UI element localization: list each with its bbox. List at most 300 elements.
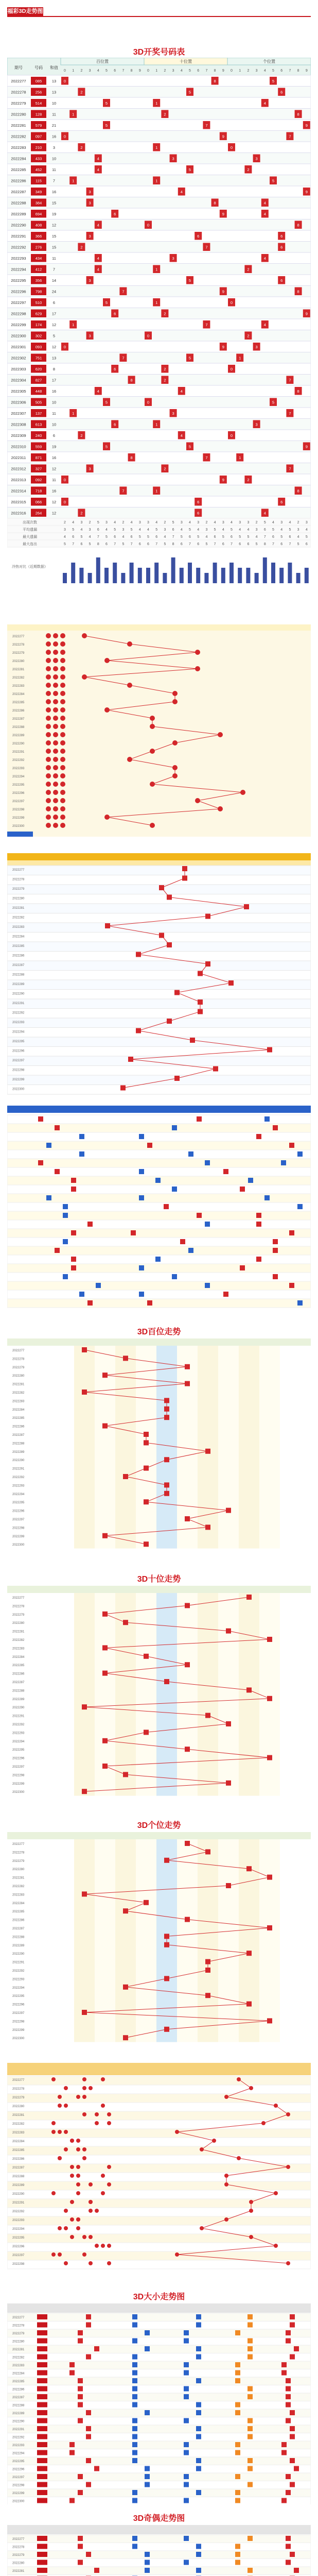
- dist-ball: [53, 641, 58, 647]
- table-issue: 2022292: [11, 245, 26, 250]
- table-number: 092: [35, 478, 42, 482]
- sum-issue: 2022285: [12, 945, 25, 948]
- block-marker: [256, 1222, 261, 1227]
- stat-value: 7: [272, 543, 274, 546]
- tens-marker: [102, 1764, 108, 1769]
- table-sum: 11: [52, 112, 56, 117]
- table-hit-digit: 7: [289, 378, 291, 383]
- bigsmall-marker: [132, 2490, 137, 2495]
- sum-issue: 2022291: [12, 1002, 25, 1005]
- sum-row: [7, 1028, 311, 1038]
- group-issue: 2022298: [12, 2263, 25, 2266]
- table-sum: 13: [51, 90, 57, 95]
- stat-value: 5: [305, 535, 308, 539]
- table-hit-digit: 6: [197, 500, 200, 504]
- stat-value: 5: [222, 535, 224, 539]
- section-title-bigsmall: 3D大小走势图: [133, 2293, 185, 2301]
- table-issue: 2022311: [11, 455, 26, 460]
- table-issue: 2022306: [11, 400, 26, 405]
- table-sum: 12: [51, 511, 57, 516]
- dist-ball: [46, 633, 51, 638]
- stat-value: 5: [263, 521, 266, 524]
- table-sum: 13: [51, 79, 57, 83]
- table-issue: 2022313: [11, 478, 26, 482]
- stat-value: 2: [122, 521, 125, 524]
- tens-issue: 2022300: [12, 1791, 25, 1794]
- freq-bar: [138, 568, 142, 583]
- draw-table: [7, 58, 311, 583]
- dist-ball: [46, 823, 51, 828]
- group-ball: [89, 2086, 93, 2090]
- table-number: 559: [35, 444, 42, 449]
- bigsmall-count-marker: [69, 2370, 75, 2376]
- table-number: 384: [35, 200, 42, 206]
- group-row: [7, 2094, 311, 2103]
- group-issue: 2022281: [12, 2114, 25, 2117]
- bigsmall-ratio-marker: [290, 2410, 295, 2415]
- bigsmall-ratio-marker: [281, 2442, 287, 2447]
- dist-header: [7, 624, 311, 631]
- group-point: [224, 2217, 228, 2222]
- block-row: [7, 1124, 311, 1132]
- bigsmall-issue: 2022289: [12, 2412, 25, 2415]
- page-tag: 福彩3D走势图: [7, 7, 43, 16]
- oddeven-count-marker: [86, 2552, 91, 2557]
- bigsmall-row: [7, 2313, 311, 2321]
- bigsmall-marker: [184, 2498, 189, 2503]
- group-point: [249, 2209, 253, 2213]
- stat-value: 5: [138, 535, 141, 539]
- stat-value: 6: [222, 543, 224, 546]
- units-marker: [267, 2018, 272, 2023]
- dist-ball: [53, 658, 58, 663]
- dist-ball: [53, 806, 58, 811]
- table-head-number: 号码: [34, 65, 43, 70]
- freq-bar: [146, 568, 150, 583]
- stat-value: 3: [164, 528, 166, 532]
- tens-issue: 2022292: [12, 1723, 25, 1726]
- hundreds-marker: [164, 1398, 169, 1403]
- table-hit-digit: 7: [289, 134, 291, 139]
- tens-issue: 2022282: [12, 1639, 25, 1642]
- table-hit-digit: 5: [105, 444, 108, 449]
- stat-value: 2: [205, 521, 208, 524]
- sum-issue: 2022290: [12, 992, 25, 996]
- bigsmall-marker: [132, 2450, 137, 2455]
- bigsmall-marker: [235, 2370, 240, 2376]
- bigsmall-number-bg: [37, 2378, 47, 2383]
- dist-ball: [60, 815, 65, 820]
- dist-ball: [53, 683, 58, 688]
- sum-row: [7, 894, 311, 904]
- table-hit-digit: 8: [297, 488, 299, 494]
- bigsmall-marker: [132, 2338, 137, 2344]
- table-number: 620: [35, 367, 42, 371]
- dist-point: [82, 674, 87, 680]
- stat-value: 3: [138, 521, 141, 524]
- table-hit-digit: 7: [205, 123, 208, 128]
- table-hit-digit: 1: [239, 455, 241, 460]
- group-ball: [89, 2261, 93, 2265]
- bigsmall-marker: [184, 2330, 189, 2335]
- bigsmall-marker: [184, 2442, 189, 2447]
- dist-issue: 2022300: [12, 825, 25, 828]
- block-marker: [264, 1116, 270, 1122]
- tens-marker: [185, 1662, 190, 1667]
- group-ball: [82, 2235, 86, 2239]
- bigsmall-ratio-marker: [286, 2394, 291, 2399]
- dist-ball: [60, 683, 65, 688]
- stat-value: 5: [297, 543, 299, 546]
- bigsmall-row: [7, 2497, 311, 2505]
- group-row: [7, 2234, 311, 2243]
- bigsmall-number-bg: [37, 2418, 47, 2424]
- dist-ball: [53, 716, 58, 721]
- bigsmall-marker: [196, 2378, 201, 2383]
- group-point: [286, 2112, 290, 2116]
- tens-marker: [246, 1595, 252, 1600]
- table-hit-digit: 5: [272, 79, 275, 83]
- group-ball: [101, 2191, 105, 2195]
- block-marker: [63, 1204, 68, 1209]
- table-number: 264: [35, 511, 42, 516]
- block-marker: [188, 1151, 193, 1157]
- block-marker: [297, 1204, 303, 1209]
- table-digit-label: 7: [205, 69, 208, 73]
- table-sum: 15: [51, 245, 57, 250]
- bigsmall-marker: [248, 2466, 253, 2471]
- dist-point: [150, 716, 155, 721]
- dist-ball: [46, 757, 51, 762]
- dist-point: [195, 798, 200, 803]
- units-issue: 2022282: [12, 1885, 25, 1888]
- stat-value: 3: [147, 521, 149, 524]
- table-hit-digit: 5: [272, 178, 275, 183]
- bigsmall-number-bg: [37, 2330, 47, 2335]
- dist-issue: 2022278: [12, 643, 25, 647]
- table-hit-digit: 2: [80, 433, 83, 438]
- sum-issue: 2022293: [12, 1021, 25, 1024]
- freq-bar: [180, 568, 184, 583]
- oddeven-count-marker: [78, 2536, 83, 2541]
- group-ball: [58, 2130, 62, 2134]
- stat-value: 5: [155, 528, 158, 532]
- group-ball: [64, 2086, 68, 2090]
- bigsmall-marker: [248, 2394, 253, 2399]
- stat-value: 6: [80, 543, 83, 546]
- table-issue: 2022310: [11, 444, 26, 449]
- sum-issue: 2022286: [12, 954, 25, 958]
- bigsmall-header: [7, 2303, 311, 2313]
- group-ball: [82, 2112, 86, 2116]
- block-marker: [223, 1169, 228, 1174]
- table-issue: 2022287: [11, 190, 26, 194]
- bigsmall-marker: [132, 2394, 137, 2399]
- hundreds-issue: 2022296: [12, 1510, 25, 1513]
- section-tens: [7, 1572, 311, 1809]
- table-digit-label: 0: [231, 69, 233, 73]
- group-ball: [82, 2095, 86, 2099]
- bigsmall-marker: [145, 2410, 150, 2415]
- dist-ball: [53, 798, 58, 803]
- table-group-label: 个位置: [263, 59, 275, 64]
- sum-row: [7, 1047, 311, 1057]
- table-sum: 12: [51, 500, 57, 504]
- tens-issue: 2022288: [12, 1689, 25, 1693]
- tens-issue: 2022299: [12, 1782, 25, 1786]
- freq-bar: [238, 568, 242, 583]
- table-issue: 2022277: [11, 79, 26, 83]
- table-hit-digit: 9: [222, 478, 224, 482]
- stat-value: 7: [97, 535, 99, 539]
- group-issue: 2022291: [12, 2201, 25, 2205]
- table-digit-label: 2: [80, 69, 83, 73]
- table-digit-label: 1: [155, 69, 158, 73]
- units-issue: 2022284: [12, 1902, 25, 1905]
- bigsmall-marker: [235, 2450, 240, 2455]
- dist-issue: 2022281: [12, 668, 25, 671]
- units-issue: 2022288: [12, 1936, 25, 1939]
- bigsmall-row: [7, 2385, 311, 2394]
- bigsmall-row: [7, 2449, 311, 2458]
- stat-value: 7: [231, 543, 233, 546]
- block-marker: [240, 1187, 245, 1192]
- section-title-hundreds: 3D百位走势: [137, 1328, 181, 1336]
- hundreds-marker: [205, 1449, 210, 1454]
- bigsmall-count-marker: [78, 2330, 83, 2335]
- table-digit-label: 8: [297, 69, 299, 73]
- freq-bar: [213, 563, 217, 583]
- bigsmall-count-marker: [69, 2362, 75, 2367]
- hundreds-marker: [185, 1381, 190, 1386]
- stat-value: 3: [180, 521, 183, 524]
- bigsmall-count-marker: [78, 2474, 83, 2479]
- table-hit-digit: 9: [222, 345, 224, 349]
- group-issue: 2022286: [12, 2158, 25, 2161]
- table-hit-digit: 0: [230, 433, 233, 438]
- group-ball: [107, 2165, 111, 2169]
- oddeven-marker: [184, 2560, 189, 2565]
- dist-point: [104, 815, 110, 820]
- dist-ball: [60, 732, 65, 737]
- table-hit-digit: 5: [188, 90, 191, 95]
- bigsmall-count-marker: [86, 2434, 91, 2439]
- table-hit-digit: 0: [147, 333, 150, 338]
- dist-issue: 2022290: [12, 742, 25, 745]
- table-sum: 10: [51, 400, 57, 405]
- group-point: [237, 2156, 241, 2160]
- block-marker: [289, 1143, 294, 1148]
- bigsmall-number-bg: [37, 2458, 47, 2463]
- bigsmall-row: [7, 2345, 311, 2353]
- tens-col: [218, 1593, 239, 1796]
- table-number: 452: [35, 167, 42, 172]
- units-col: [115, 1839, 136, 2042]
- tens-issue: 2022295: [12, 1749, 25, 1752]
- group-ball: [64, 2209, 68, 2213]
- bigsmall-count-marker: [78, 2418, 83, 2424]
- dist-point: [150, 724, 155, 729]
- table-digit-label: 6: [197, 69, 200, 73]
- stat-value: 5: [122, 543, 125, 546]
- block-marker: [289, 1283, 294, 1288]
- units-marker: [246, 2002, 252, 2007]
- tens-marker: [102, 1645, 108, 1650]
- dist-ball: [60, 740, 65, 745]
- group-issue: 2022293: [12, 2219, 25, 2222]
- group-point: [224, 2174, 228, 2178]
- stat-value: 5: [289, 528, 291, 532]
- block-row: [7, 1273, 311, 1281]
- stat-value: 3: [89, 528, 91, 532]
- dist-ball: [53, 674, 58, 680]
- block-marker: [205, 1283, 210, 1288]
- dist-ball: [46, 815, 51, 820]
- bigsmall-marker: [196, 2314, 201, 2319]
- dist-ball: [60, 782, 65, 787]
- stat-value: 3: [239, 521, 241, 524]
- units-marker: [205, 1959, 210, 1964]
- table-sum: 11: [52, 478, 56, 482]
- units-issue: 2022289: [12, 1944, 25, 1947]
- bigsmall-ratio-marker: [281, 2362, 287, 2367]
- dist-ball: [46, 806, 51, 811]
- table-hit-digit: 9: [305, 123, 308, 128]
- stat-value: 5: [197, 535, 200, 539]
- tens-issue: 2022294: [12, 1740, 25, 1743]
- tens-marker: [267, 1755, 272, 1760]
- table-number: 579: [35, 123, 42, 128]
- table-digit-label: 7: [289, 69, 291, 73]
- table-digit-label: 4: [263, 69, 266, 73]
- sum-marker: [205, 961, 210, 967]
- bigsmall-count-marker: [94, 2346, 99, 2351]
- section-units: [7, 1819, 311, 2056]
- table-number: 871: [35, 455, 42, 460]
- table-hit-digit: 3: [255, 422, 258, 427]
- bigsmall-marker: [184, 2386, 189, 2392]
- bigsmall-marker: [132, 2418, 137, 2424]
- table-number: 448: [35, 389, 42, 394]
- group-issue: 2022295: [12, 2236, 25, 2240]
- bigsmall-marker: [196, 2458, 201, 2463]
- group-ball: [64, 2130, 68, 2134]
- units-marker: [226, 1883, 231, 1888]
- group-ball: [89, 2209, 93, 2213]
- dist-ball: [60, 658, 65, 663]
- dist-issue: 2022293: [12, 767, 25, 770]
- sum-row: [7, 1037, 311, 1047]
- stat-value: 5: [172, 521, 174, 524]
- freq-bar: [279, 568, 284, 583]
- dist-ball: [60, 724, 65, 729]
- oddeven-marker: [248, 2536, 253, 2541]
- freq-bar: [246, 568, 250, 583]
- oddeven-row: [7, 2567, 311, 2575]
- table-issue: 2022299: [11, 323, 26, 327]
- group-ball: [70, 2139, 74, 2143]
- tens-marker: [144, 1654, 149, 1659]
- table-hit-digit: 0: [147, 223, 150, 228]
- stat-value: 5: [72, 528, 75, 532]
- bigsmall-issue: 2022296: [12, 2468, 25, 2471]
- stat-value: 6: [280, 543, 283, 546]
- table-hit-digit: 8: [130, 378, 133, 383]
- section-group: [7, 2063, 311, 2284]
- sum-row: [7, 1009, 311, 1019]
- table-hit-digit: 9: [305, 444, 308, 449]
- table-sum: 6: [52, 300, 56, 305]
- table-hit-digit: 4: [97, 256, 99, 261]
- hundreds-issue: 2022298: [12, 1527, 25, 1530]
- group-point: [286, 2165, 290, 2169]
- tens-marker: [267, 1696, 272, 1701]
- dist-issue: 2022295: [12, 784, 25, 787]
- group-ball: [89, 2200, 93, 2204]
- table-hit-digit: 4: [263, 511, 266, 516]
- stat-value: 4: [72, 521, 75, 524]
- stat-value: 5: [147, 535, 149, 539]
- bigsmall-number-bg: [37, 2498, 47, 2503]
- stat-value: 5: [164, 543, 166, 546]
- group-ball: [76, 2226, 80, 2230]
- table-digit-label: 8: [214, 69, 216, 73]
- tens-issue: 2022293: [12, 1732, 25, 1735]
- block-marker: [273, 1274, 278, 1279]
- bigsmall-marker: [235, 2378, 240, 2383]
- bigsmall-marker: [248, 2314, 253, 2319]
- bigsmall-marker: [184, 2450, 189, 2455]
- group-ball: [101, 2244, 105, 2248]
- tens-issue: 2022284: [12, 1655, 25, 1659]
- table-sum: 24: [51, 289, 57, 294]
- stat-value: 4: [164, 535, 166, 539]
- bigsmall-issue: 2022297: [12, 2476, 25, 2479]
- units-col: [177, 1839, 198, 2042]
- bigsmall-marker: [132, 2354, 137, 2360]
- block-marker: [205, 1222, 210, 1227]
- table-number: 510: [35, 300, 42, 305]
- bigsmall-ratio-marker: [286, 2418, 291, 2424]
- table-hit-digit: 4: [263, 101, 266, 106]
- block-marker: [38, 1116, 43, 1122]
- bigsmall-marker: [248, 2338, 253, 2344]
- table-hit-digit: 4: [263, 323, 266, 327]
- stat-value: 2: [255, 521, 258, 524]
- bigsmall-marker: [235, 2330, 240, 2335]
- table-hit-digit: 0: [230, 145, 233, 150]
- table-hit-digit: 0: [230, 300, 233, 305]
- bigsmall-row: [7, 2441, 311, 2449]
- stat-value: 2: [164, 521, 166, 524]
- table-issue: 2022308: [11, 422, 26, 427]
- table-digit-label: 5: [272, 69, 274, 73]
- section-title-table: 3D开奖号码表: [133, 48, 185, 57]
- sum-marker: [136, 952, 141, 957]
- block-marker: [180, 1239, 185, 1244]
- hundreds-marker: [82, 1389, 87, 1395]
- group-issue: 2022292: [12, 2210, 25, 2213]
- group-row: [7, 2181, 311, 2190]
- hundreds-col: [218, 1346, 239, 1549]
- table-hit-digit: 4: [97, 167, 99, 172]
- freq-bar: [154, 563, 158, 583]
- bigsmall-marker: [184, 2362, 189, 2367]
- table-number: 174: [35, 323, 42, 327]
- table-sum: 13: [51, 355, 57, 361]
- table-hit-digit: 1: [155, 300, 158, 305]
- group-row: [7, 2199, 311, 2208]
